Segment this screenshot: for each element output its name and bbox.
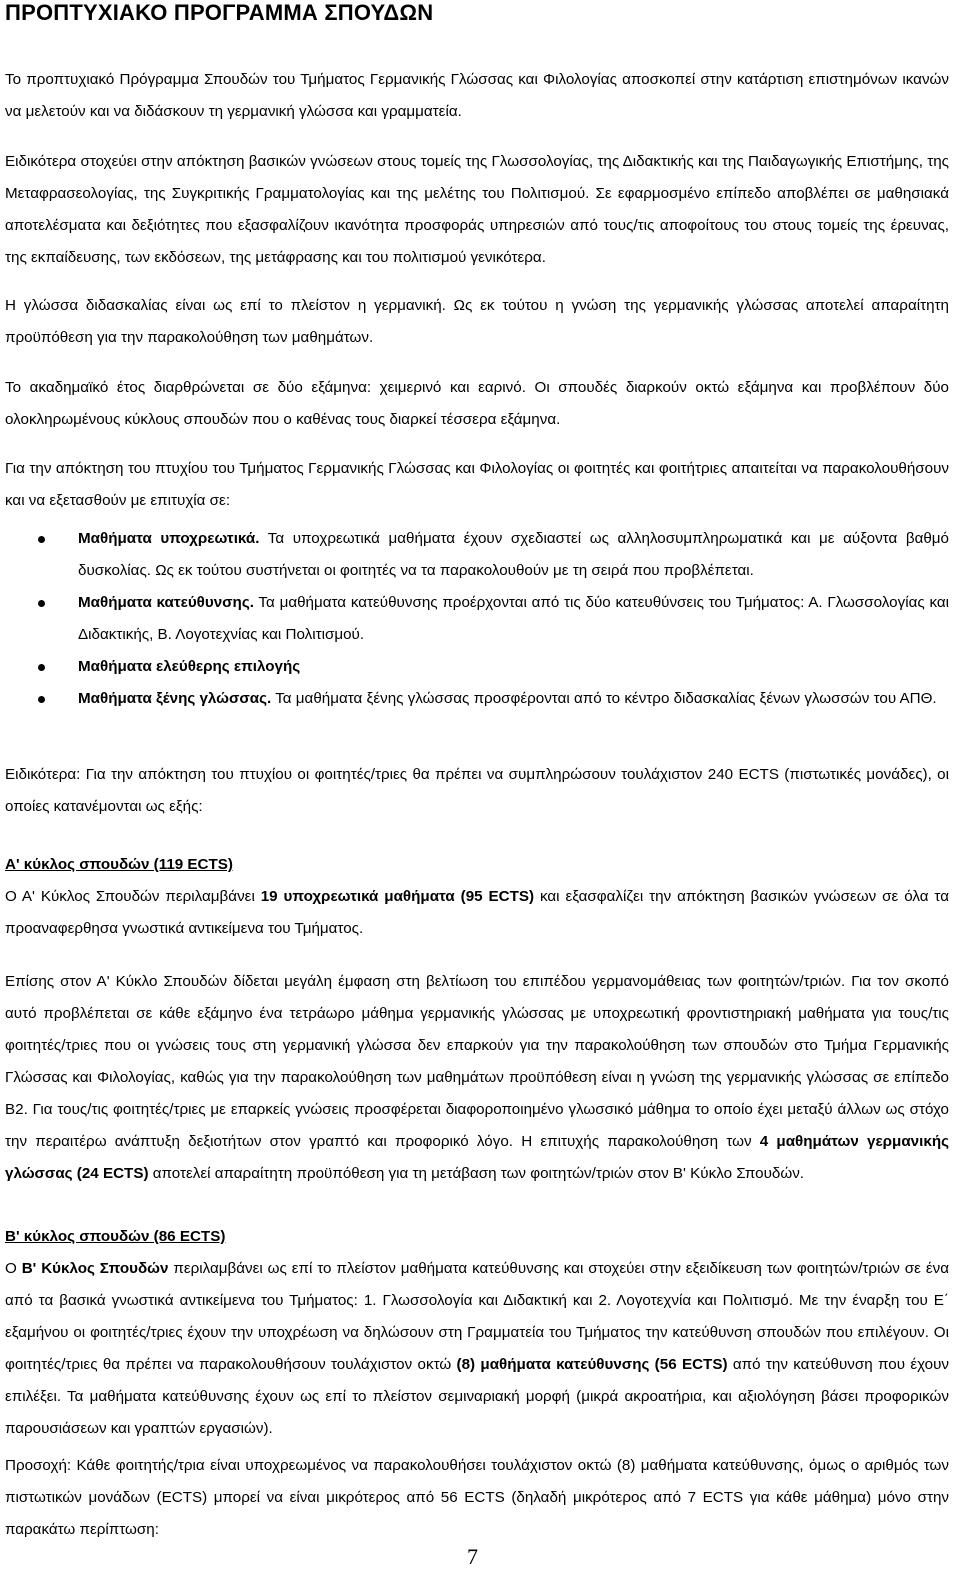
cycle-a-language-emphasis: 4 μαθημάτων γερμανικής γλώσσας (24 ECTS): [5, 1133, 949, 1182]
list-item-title: Μαθήματα υποχρεωτικά.: [78, 530, 260, 547]
list-item-title: Μαθήματα ξένης γλώσσας.: [78, 690, 272, 707]
page-title: ΠΡΟΠΤΥΧΙΑΚΟ ΠΡΟΓΡΑΜΜΑ ΣΠΟΥΔΩΝ: [5, 0, 434, 25]
paragraph-notice: Προσοχή: Κάθε φοιτητής/τρια είναι υποχρεωμένος να παρακολουθήσει τουλάχιστον οκτώ (8) μαθήματα κατεύθυνσης, όμως ο αριθμός των πιστωτικών μονάδων (ECTS) μπορεί να είναι μικρότερος από 56 ECTS (δηλαδή μικρότερος από 7 ECTS για κάθε μάθημα) μόνο στην παρακάτω περίπτωση:: [5, 1457, 949, 1538]
cycle-a-text: Ο Α' Κύκλος Σπουδών περιλαμβάνει: [5, 888, 261, 905]
list-item-text: Τα υποχρεωτικά μαθήματα έχουν σχεδιαστεί ως αλληλοσυμπληρωματικά και με αύξοντα βαθμό δυσκολίας. Ως εκ τούτου συστήνεται οι φοιτητές να τα παρακολουθούν με τη σειρά που προβλέπεται.: [78, 530, 949, 579]
list-item: [5, 587, 949, 651]
cycle-a-language-text-2: αποτελεί απαραίτητη προϋπόθεση για τη μετάβαση των φοιτητών/τριών στον Β' Κύκλο Σπουδών.: [148, 1165, 805, 1182]
course-type-list: [5, 523, 949, 715]
cycle-b-text-0: Ο: [5, 1260, 22, 1277]
list-item: [5, 683, 949, 715]
cycle-a-text-2: και εξασφαλίζει την απόκτηση βασικών γνώσεων σε όλα τα προαναφερθησα γνωστικά αντικείμενα του Τμήματος.: [5, 888, 949, 937]
paragraph-language: Η γλώσσα διδασκαλίας είναι ως επί το πλείστον η γερμανική. Ως εκ τούτου η γνώση της γερμανικής γλώσσας αποτελεί απαραίτητη προϋπόθεση για την παρακολούθηση των μαθημάτων.: [5, 297, 949, 346]
cycle-a-emphasis: 19 υποχρεωτικά μαθήματα (95 ECTS): [260, 888, 535, 905]
cycle-b-emphasis: (8) μαθήματα κατεύθυνσης (56 ECTS): [456, 1356, 728, 1373]
bullet-icon: [38, 536, 45, 543]
cycle-b-title-emphasis: Β' Κύκλος Σπουδών: [21, 1260, 169, 1277]
list-item-title: Μαθήματα ελεύθερης επιλογής: [78, 658, 301, 675]
list-item: [5, 523, 949, 587]
section-cycle-b: [5, 1221, 949, 1445]
list-item-text: Τα μαθήματα ξένης γλώσσας προσφέρονται από το κέντρο διδασκαλίας ξένων γλωσσών του ΑΠΘ.: [271, 690, 937, 707]
list-item-text: Τα μαθήματα κατεύθυνσης προέρχονται από τις δύο κατευθύνσεις του Τμήματος: Α. Γλωσσολογίας και Διδακτικής, Β. Λογοτεχνίας και Πολιτισμού.: [78, 594, 950, 643]
paragraph-degree-requirements: Για την απόκτηση του πτυχίου του Τμήματος Γερμανικής Γλώσσας και Φιλολογίας οι φοιτητές και φοιτήτριες απαιτείται να παρακολουθήσουν και να εξετασθούν με επιτυχία σε:: [5, 460, 949, 509]
list-item: [5, 651, 949, 683]
list-item-title: Μαθήματα κατεύθυνσης.: [78, 594, 254, 611]
paragraph-cycle-a-language: [5, 966, 949, 1190]
page-number: 7: [467, 1544, 478, 1569]
cycle-b-heading: Β' κύκλος σπουδών (86 ECTS): [5, 1228, 226, 1245]
bullet-icon: [38, 600, 45, 607]
bullet-icon: [38, 664, 45, 671]
bullet-icon: [38, 696, 45, 703]
paragraph-ects-total: Ειδικότερα: Για την απόκτηση του πτυχίου οι φοιτητές/τριες θα πρέπει να συμπληρώσουν τουλάχιστον 240 ECTS (πιστωτικές μονάδες), οι οποίες κατανέμονται ως εξής:: [5, 766, 949, 815]
section-cycle-a: [5, 849, 949, 945]
cycle-b-text-2: από την κατεύθυνση που έχουν επιλέξει. Τα μαθήματα κατεύθυνσης έχουν ως επί το πλείστον σεμιναριακή μορφή (μικρά ακροατήρια, και αξιολόγηση βάσει προφορικών παρουσιάσεων και γραπτών εργασιών).: [5, 1356, 949, 1437]
paragraph-specialization: Ειδικότερα στοχεύει στην απόκτηση βασικών γνώσεων στους τομείς της Γλωσσολογίας, της Διδακτικής και της Παιδαγωγικής Επιστήμης, της Μεταφρασεολογίας, της Συγκριτικής Γραμματολογίας και της μελέτης του Πολιτισμού. Σε εφαρμοσμένο επίπεδο αποβλέπει σε μαθησιακά αποτελέσματα και δεξιότητες που εξασφαλίζουν ικανότητα προσφοράς υπηρεσιών από τους/τις αποφοίτους του στους τομείς της έρευνας, της εκπαίδευσης, των εκδόσεων, της μετάφρασης και του πολιτισμού γενικότερα.: [5, 153, 949, 266]
cycle-a-heading: Α' κύκλος σπουδών (119 ECTS): [5, 856, 233, 873]
paragraph-academic-year: Το ακαδημαϊκό έτος διαρθρώνεται σε δύο εξάμηνα: χειμερινό και εαρινό. Οι σπουδές διαρκούν οκτώ εξάμηνα και προβλέπουν δύο ολοκληρωμένους κύκλους σπουδών που ο καθένας τους διαρκεί τέσσερα εξάμηνα.: [5, 379, 949, 428]
cycle-a-language-text: Επίσης στον Α' Κύκλο Σπουδών δίδεται μεγάλη έμφαση στη βελτίωση του επιπέδου γερμανομάθειας των φοιτητών/τριών. Για τον σκοπό αυτό προβλέπεται σε κάθε εξάμηνο ένα τετράωρο μάθημα γερμανικής γλώσσας με υποχρεωτική φροντιστηριακή μαθήματα για τους/τις φοιτητές/τριες που οι γνώσεις τους στη γερμανική γλώσσα δεν επαρκούν για την παρακολούθηση των σπουδών στο Τμήμα Γερμανικής Γλώσσας και Φιλολογίας, καθώς για την παρακολούθηση των μαθημάτων προϋπόθεση είναι η γνώση της γερμανικής γλώσσας σε επίπεδο Β2. Για τους/τις φοιτητές/τριες με επαρκείς γνώσεις προσφέρεται διαφοροποιημένο γλωσσικό μάθημα το οποίο έχει μεταξύ άλλων ως στόχο την περαιτέρω ανάπτυξη δεξιοτήτων στον γραπτό και προφορικό λόγο. Η επιτυχής παρακολούθηση των: [5, 973, 949, 1150]
cycle-b-text: περιλαμβάνει ως επί το πλείστον μαθήματα κατεύθυνσης και στοχεύει στην εξειδίκευση των φοιτητών/τριών σε ένα από τα βασικά γνωστικά αντικείμενα του Τμήματος: 1. Γλωσσολογία και Διδακτική και 2. Λογοτεχνία και Πολιτισμό. Με την έναρξη του Ε΄ εξαμήνου οι φοιτητές/τριες έχουν την υποχρέωση να δηλώσουν στη Γραμματεία του Τμήματος την κατεύθυνση σπουδών που επιλέγουν. Οι φοιτητές/τριες θα πρέπει να παρακολουθήσουν τουλάχιστον οκτώ: [5, 1260, 949, 1373]
paragraph-intro: Το προπτυχιακό Πρόγραμμα Σπουδών του Τμήματος Γερμανικής Γλώσσας και Φιλολογίας αποσκοπεί στην κατάρτιση επιστημόνων ικανών να μελετούν και να διδάσκουν τη γερμανική γλώσσα και γραμματεία.: [5, 71, 949, 120]
